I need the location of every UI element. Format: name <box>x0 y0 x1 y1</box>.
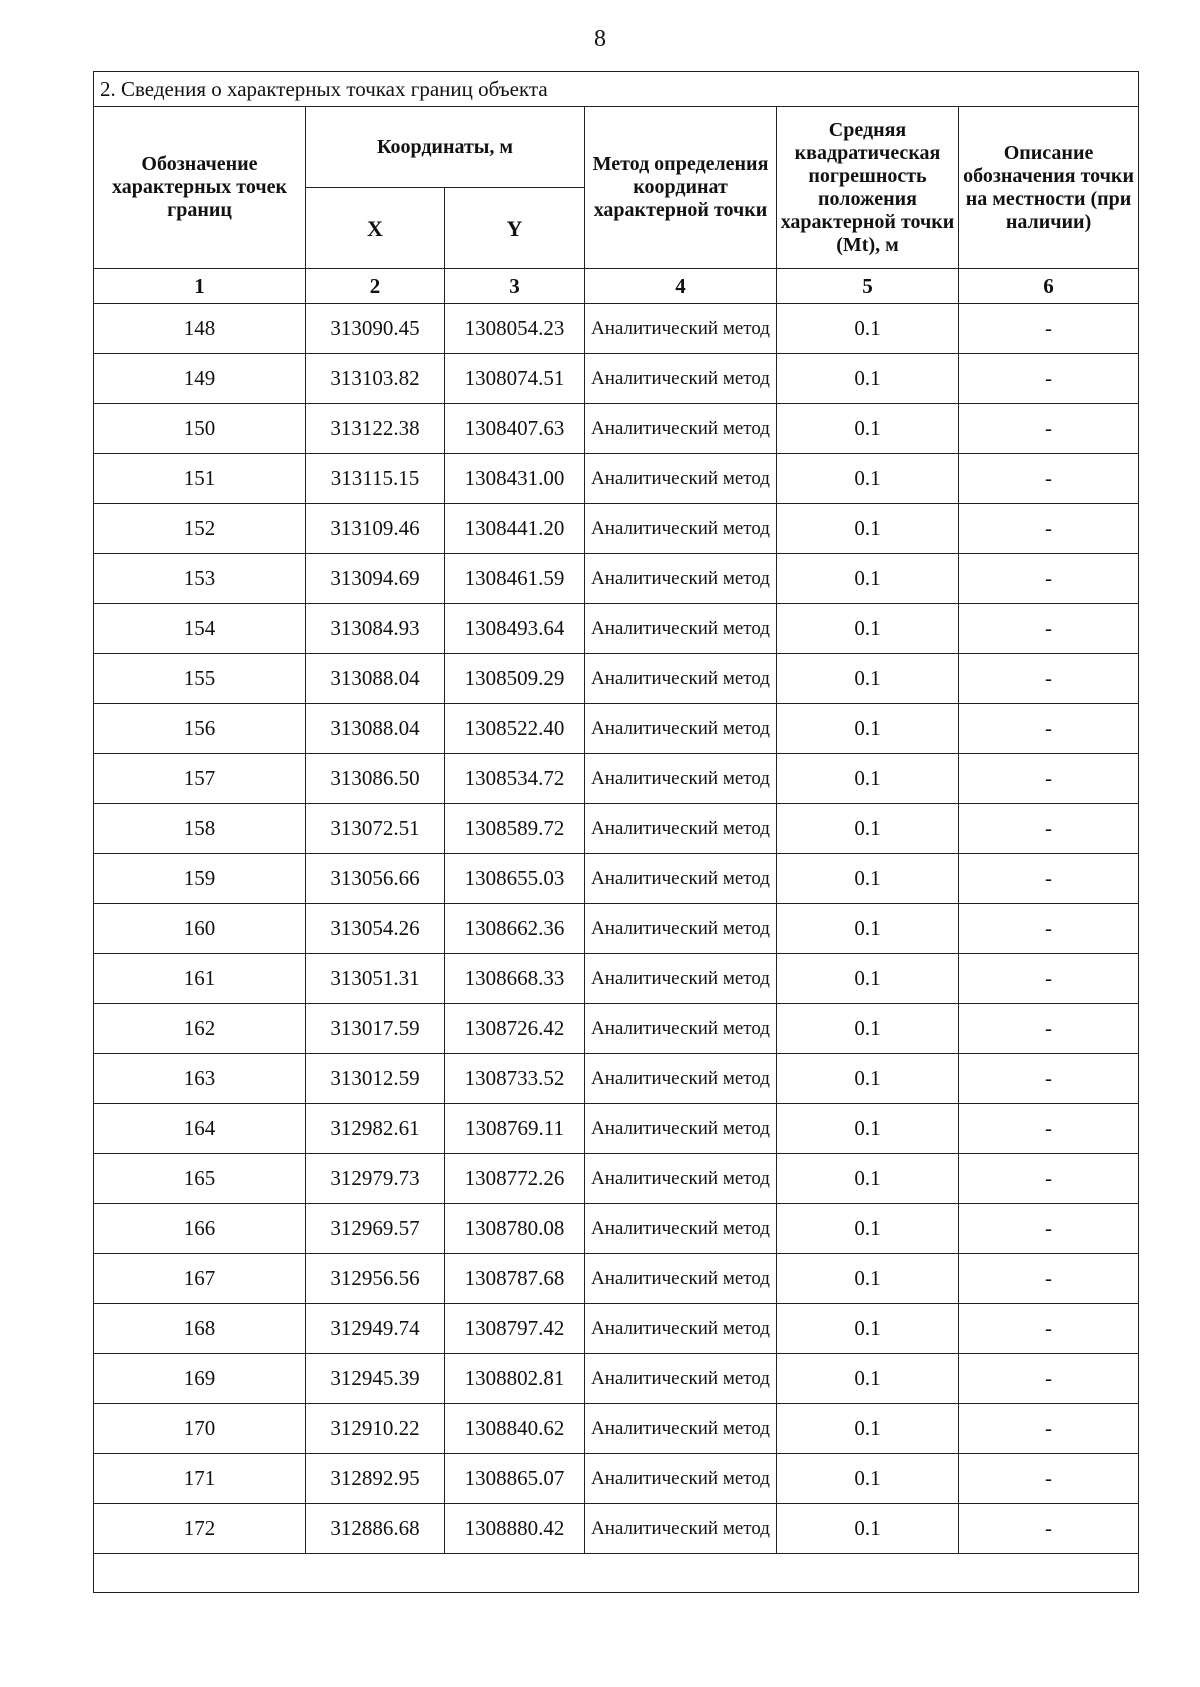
method-cell: Аналитический метод <box>585 1154 777 1204</box>
table-row <box>94 1454 1139 1504</box>
method-cell: Аналитический метод <box>585 604 777 654</box>
x-coordinate-cell: 313086.50 <box>306 754 445 804</box>
description-cell: - <box>959 704 1139 754</box>
x-coordinate-cell: 313072.51 <box>306 804 445 854</box>
x-coordinate-cell: 313088.04 <box>306 704 445 754</box>
y-coordinate-cell: 1308054.23 <box>445 304 585 354</box>
description-cell: - <box>959 654 1139 704</box>
description-cell: - <box>959 354 1139 404</box>
x-coordinate-cell: 313109.46 <box>306 504 445 554</box>
error-cell: 0.1 <box>777 954 959 1004</box>
table-row <box>94 1404 1139 1454</box>
x-coordinate-cell: 313017.59 <box>306 1004 445 1054</box>
point-id-cell: 148 <box>94 304 306 354</box>
header-error: Средняя квадратическая погрешность положения характерной точки (Mt), м <box>777 107 959 269</box>
y-coordinate-cell: 1308655.03 <box>445 854 585 904</box>
x-coordinate-cell: 313090.45 <box>306 304 445 354</box>
method-cell: Аналитический метод <box>585 1254 777 1304</box>
y-coordinate-cell: 1308726.42 <box>445 1004 585 1054</box>
y-coordinate-cell: 1308840.62 <box>445 1404 585 1454</box>
description-cell: - <box>959 1054 1139 1104</box>
x-coordinate-cell: 313122.38 <box>306 404 445 454</box>
method-cell: Аналитический метод <box>585 1404 777 1454</box>
point-id-cell: 159 <box>94 854 306 904</box>
x-coordinate-cell: 312979.73 <box>306 1154 445 1204</box>
y-coordinate-cell: 1308493.64 <box>445 604 585 654</box>
method-cell: Аналитический метод <box>585 1204 777 1254</box>
table-row <box>94 954 1139 1004</box>
description-cell: - <box>959 804 1139 854</box>
y-coordinate-cell: 1308668.33 <box>445 954 585 1004</box>
description-cell: - <box>959 754 1139 804</box>
x-coordinate-cell: 313012.59 <box>306 1054 445 1104</box>
error-cell: 0.1 <box>777 704 959 754</box>
table-row <box>94 1054 1139 1104</box>
table-row <box>94 904 1139 954</box>
table-row <box>94 1354 1139 1404</box>
error-cell: 0.1 <box>777 1304 959 1354</box>
x-coordinate-cell: 313088.04 <box>306 654 445 704</box>
method-cell: Аналитический метод <box>585 1104 777 1154</box>
y-coordinate-cell: 1308407.63 <box>445 404 585 454</box>
page-number: 8 <box>594 26 606 52</box>
y-coordinate-cell: 1308865.07 <box>445 1454 585 1504</box>
table-row <box>94 1304 1139 1354</box>
error-cell: 0.1 <box>777 1354 959 1404</box>
point-id-cell: 152 <box>94 504 306 554</box>
description-cell: - <box>959 854 1139 904</box>
y-coordinate-cell: 1308534.72 <box>445 754 585 804</box>
error-cell: 0.1 <box>777 1004 959 1054</box>
method-cell: Аналитический метод <box>585 354 777 404</box>
description-cell: - <box>959 1204 1139 1254</box>
method-cell: Аналитический метод <box>585 1504 777 1554</box>
point-id-cell: 158 <box>94 804 306 854</box>
y-coordinate-cell: 1308802.81 <box>445 1354 585 1404</box>
x-coordinate-cell: 313056.66 <box>306 854 445 904</box>
point-id-cell: 153 <box>94 554 306 604</box>
method-cell: Аналитический метод <box>585 1054 777 1104</box>
point-id-cell: 171 <box>94 1454 306 1504</box>
description-cell: - <box>959 1454 1139 1504</box>
method-cell: Аналитический метод <box>585 504 777 554</box>
description-cell: - <box>959 554 1139 604</box>
point-id-cell: 157 <box>94 754 306 804</box>
table-row <box>94 1104 1139 1154</box>
method-cell: Аналитический метод <box>585 754 777 804</box>
table-row <box>94 654 1139 704</box>
point-id-cell: 170 <box>94 1404 306 1454</box>
x-coordinate-cell: 313084.93 <box>306 604 445 654</box>
table-row <box>94 604 1139 654</box>
description-cell: - <box>959 604 1139 654</box>
description-cell: - <box>959 954 1139 1004</box>
point-id-cell: 160 <box>94 904 306 954</box>
x-coordinate-cell: 312892.95 <box>306 1454 445 1504</box>
method-cell: Аналитический метод <box>585 404 777 454</box>
error-cell: 0.1 <box>777 654 959 704</box>
point-id-cell: 172 <box>94 1504 306 1554</box>
point-id-cell: 166 <box>94 1204 306 1254</box>
point-id-cell: 149 <box>94 354 306 404</box>
header-designation: Обозначение характерных точек границ <box>94 107 306 269</box>
table-row <box>94 404 1139 454</box>
method-cell: Аналитический метод <box>585 1304 777 1354</box>
error-cell: 0.1 <box>777 1054 959 1104</box>
description-cell: - <box>959 404 1139 454</box>
description-cell: - <box>959 1504 1139 1554</box>
method-cell: Аналитический метод <box>585 554 777 604</box>
point-id-cell: 161 <box>94 954 306 1004</box>
y-coordinate-cell: 1308441.20 <box>445 504 585 554</box>
point-id-cell: 162 <box>94 1004 306 1054</box>
column-number: 6 <box>959 269 1139 304</box>
table-row <box>94 354 1139 404</box>
error-cell: 0.1 <box>777 854 959 904</box>
point-id-cell: 167 <box>94 1254 306 1304</box>
x-coordinate-cell: 313103.82 <box>306 354 445 404</box>
error-cell: 0.1 <box>777 1254 959 1304</box>
header-y: Y <box>445 188 585 269</box>
table-row <box>94 454 1139 504</box>
method-cell: Аналитический метод <box>585 1454 777 1504</box>
method-cell: Аналитический метод <box>585 1004 777 1054</box>
x-coordinate-cell: 312956.56 <box>306 1254 445 1304</box>
x-coordinate-cell: 312886.68 <box>306 1504 445 1554</box>
table-caption: 2. Сведения о характерных точках границ объекта <box>94 72 1139 107</box>
error-cell: 0.1 <box>777 454 959 504</box>
error-cell: 0.1 <box>777 1504 959 1554</box>
column-number: 3 <box>445 269 585 304</box>
method-cell: Аналитический метод <box>585 304 777 354</box>
x-coordinate-cell: 313051.31 <box>306 954 445 1004</box>
y-coordinate-cell: 1308589.72 <box>445 804 585 854</box>
point-id-cell: 168 <box>94 1304 306 1354</box>
header-coordinates: Координаты, м <box>306 107 585 188</box>
y-coordinate-cell: 1308787.68 <box>445 1254 585 1304</box>
error-cell: 0.1 <box>777 404 959 454</box>
description-cell: - <box>959 1154 1139 1204</box>
description-cell: - <box>959 904 1139 954</box>
table-row <box>94 754 1139 804</box>
x-coordinate-cell: 312949.74 <box>306 1304 445 1354</box>
point-id-cell: 154 <box>94 604 306 654</box>
x-coordinate-cell: 312982.61 <box>306 1104 445 1154</box>
error-cell: 0.1 <box>777 904 959 954</box>
error-cell: 0.1 <box>777 354 959 404</box>
point-id-cell: 156 <box>94 704 306 754</box>
table-row <box>94 704 1139 754</box>
description-cell: - <box>959 1254 1139 1304</box>
method-cell: Аналитический метод <box>585 454 777 504</box>
description-cell: - <box>959 304 1139 354</box>
description-cell: - <box>959 1354 1139 1404</box>
method-cell: Аналитический метод <box>585 954 777 1004</box>
point-id-cell: 169 <box>94 1354 306 1404</box>
error-cell: 0.1 <box>777 604 959 654</box>
description-cell: - <box>959 1404 1139 1454</box>
header-x: X <box>306 188 445 269</box>
point-id-cell: 163 <box>94 1054 306 1104</box>
x-coordinate-cell: 312945.39 <box>306 1354 445 1404</box>
boundary-points-table <box>93 71 1139 1593</box>
column-numbers-row <box>94 269 1139 304</box>
x-coordinate-cell: 312969.57 <box>306 1204 445 1254</box>
error-cell: 0.1 <box>777 554 959 604</box>
error-cell: 0.1 <box>777 1204 959 1254</box>
y-coordinate-cell: 1308522.40 <box>445 704 585 754</box>
error-cell: 0.1 <box>777 1104 959 1154</box>
error-cell: 0.1 <box>777 304 959 354</box>
y-coordinate-cell: 1308772.26 <box>445 1154 585 1204</box>
point-id-cell: 151 <box>94 454 306 504</box>
method-cell: Аналитический метод <box>585 804 777 854</box>
table-row <box>94 1204 1139 1254</box>
table-body <box>94 304 1139 1554</box>
x-coordinate-cell: 313094.69 <box>306 554 445 604</box>
error-cell: 0.1 <box>777 1154 959 1204</box>
y-coordinate-cell: 1308431.00 <box>445 454 585 504</box>
x-coordinate-cell: 313054.26 <box>306 904 445 954</box>
error-cell: 0.1 <box>777 1454 959 1504</box>
header-method: Метод определения координат характерной точки <box>585 107 777 269</box>
table-empty-row <box>94 1554 1139 1593</box>
error-cell: 0.1 <box>777 504 959 554</box>
table-row <box>94 1254 1139 1304</box>
description-cell: - <box>959 454 1139 504</box>
column-number: 4 <box>585 269 777 304</box>
error-cell: 0.1 <box>777 804 959 854</box>
description-cell: - <box>959 1104 1139 1154</box>
method-cell: Аналитический метод <box>585 854 777 904</box>
header-description: Описание обозначения точки на местности (при наличии) <box>959 107 1139 269</box>
y-coordinate-cell: 1308797.42 <box>445 1304 585 1354</box>
column-number: 1 <box>94 269 306 304</box>
method-cell: Аналитический метод <box>585 654 777 704</box>
column-number: 5 <box>777 269 959 304</box>
error-cell: 0.1 <box>777 1404 959 1454</box>
description-cell: - <box>959 504 1139 554</box>
point-id-cell: 155 <box>94 654 306 704</box>
point-id-cell: 165 <box>94 1154 306 1204</box>
y-coordinate-cell: 1308662.36 <box>445 904 585 954</box>
y-coordinate-cell: 1308880.42 <box>445 1504 585 1554</box>
y-coordinate-cell: 1308461.59 <box>445 554 585 604</box>
table-row <box>94 854 1139 904</box>
method-cell: Аналитический метод <box>585 904 777 954</box>
error-cell: 0.1 <box>777 754 959 804</box>
y-coordinate-cell: 1308780.08 <box>445 1204 585 1254</box>
x-coordinate-cell: 312910.22 <box>306 1404 445 1454</box>
y-coordinate-cell: 1308074.51 <box>445 354 585 404</box>
method-cell: Аналитический метод <box>585 1354 777 1404</box>
table-row <box>94 554 1139 604</box>
y-coordinate-cell: 1308733.52 <box>445 1054 585 1104</box>
point-id-cell: 164 <box>94 1104 306 1154</box>
y-coordinate-cell: 1308769.11 <box>445 1104 585 1154</box>
table-row <box>94 1154 1139 1204</box>
point-id-cell: 150 <box>94 404 306 454</box>
column-number: 2 <box>306 269 445 304</box>
description-cell: - <box>959 1304 1139 1354</box>
y-coordinate-cell: 1308509.29 <box>445 654 585 704</box>
method-cell: Аналитический метод <box>585 704 777 754</box>
table-row <box>94 804 1139 854</box>
table-row <box>94 304 1139 354</box>
table-row <box>94 504 1139 554</box>
x-coordinate-cell: 313115.15 <box>306 454 445 504</box>
table-row <box>94 1504 1139 1554</box>
empty-cell <box>94 1554 1139 1593</box>
description-cell: - <box>959 1004 1139 1054</box>
table-row <box>94 1004 1139 1054</box>
